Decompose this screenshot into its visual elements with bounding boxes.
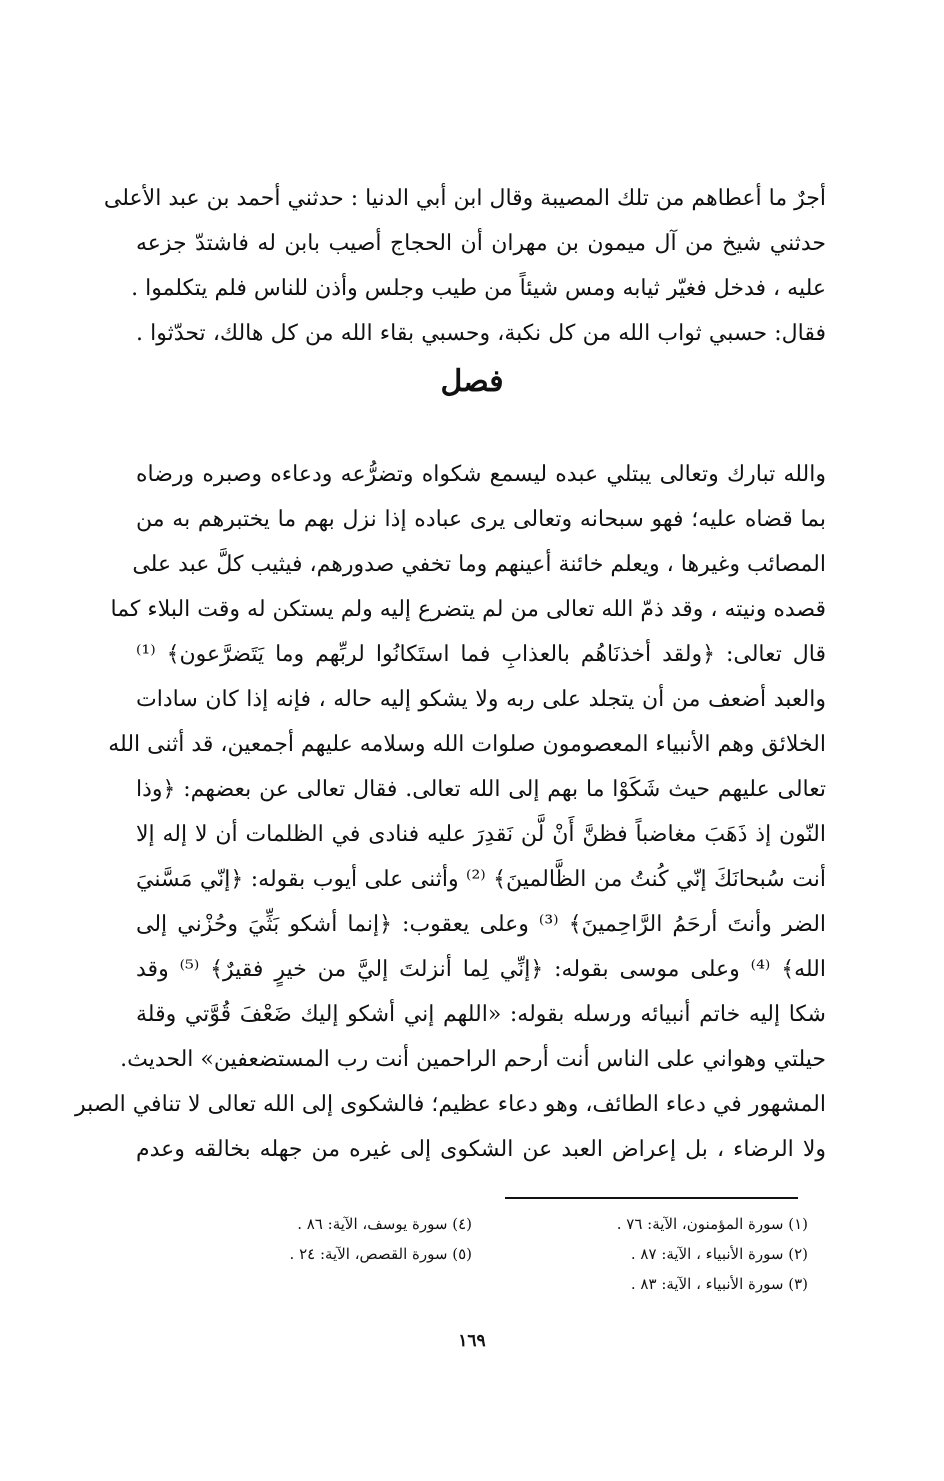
footnote-item: (١) سورة المؤمنون، الآية: ٧٦ . <box>616 1215 808 1233</box>
text-line: أجرٌ ما أعطاهم من تلك المصيبة وقال ابن أبي الدنيا : حدثني أحمد بن عبد الأعلى <box>103 186 826 211</box>
text-line: والله تبارك وتعالى يبتلي عبده ليسمع شكواه وتضرُّعه ودعاءه وصبره ورضاه <box>136 462 826 487</box>
text-line: الضر وأنتَ أرحَمُ الرَّاحِمينَ﴾ ⁽³⁾ وعلى يعقوب: ﴿إنما أشكو بَثِّيَ وحُزْني إلى <box>136 912 827 937</box>
footnotes-column-2 <box>290 1209 472 1269</box>
text-line: ولا الرضاء ، بل إعراض العبد عن الشكوى إلى غيره من جهله بخالقه وعدم <box>136 1137 826 1162</box>
text-line: فقال: حسبي ثواب الله من كل نكبة، وحسبي بقاء الله من كل هالك، تحدّثوا . <box>136 321 827 346</box>
text-line: المصائب وغيرها ، ويعلم خائنة أعينهم وما تخفي صدورهم، فيثيب كلَّ عبد على <box>132 552 826 577</box>
footnote-divider <box>505 1197 798 1199</box>
text-line: قال تعالى: ﴿ولقد أخذنَاهُم بالعذابِ فما استَكانُوا لربِّهم وما يَتَضرَّعون﴾ ⁽¹⁾ <box>136 642 826 667</box>
footnote-item: (٢) سورة الأنبياء ، الآية: ٨٧ . <box>630 1245 808 1263</box>
page-number: ١٦٩ <box>458 1331 486 1351</box>
text-line: المشهور في دعاء الطائف، وهو دعاء عظيم؛ فالشكوى إلى الله تعالى لا تنافي الصبر <box>75 1092 826 1117</box>
text-line: قصده ونيته ، وقد ذمّ الله تعالى من لم يتضرع إليه ولم يستكن له وقت البلاء كما <box>110 597 826 622</box>
text-line: شكا إليه خاتم أنبيائه ورسله بقوله: «اللهم إني أشكو إليك ضَعْفَ قُوَّتي وقلة <box>136 1002 826 1027</box>
text-line: النّون إذ ذَهَبَ مغاضباً فظنَّ أَنْ لَّن نَقدِرَ عليه فنادى في الظلمات أن لا إله إلا <box>136 822 826 847</box>
paragraph-2 <box>75 452 827 1172</box>
footnote-item: (٤) سورة يوسف، الآية: ٨٦ . <box>297 1215 472 1233</box>
footnotes-column-1 <box>617 1209 808 1299</box>
text-line: حيلتي وهواني على الناس أنت أرحم الراحمين أنت رب المستضعفين» الحديث. <box>120 1047 826 1072</box>
footnote-item: (٥) سورة القصص، الآية: ٢٤ . <box>289 1245 472 1263</box>
text-line: تعالى عليهم حيث شَكَوْا ما بهم إلى الله تعالى. فقال تعالى عن بعضهم: ﴿وذا <box>136 777 826 802</box>
text-line: الله﴾ ⁽⁴⁾ وعلى موسى بقوله: ﴿إنِّي لِما أنزلتَ إليَّ من خيرٍ فقيرٌ﴾ ⁽⁵⁾ وقد <box>136 957 826 982</box>
footnote-item: (٣) سورة الأنبياء ، الآية: ٨٣ . <box>630 1275 808 1293</box>
text-line: أنت سُبحانَكَ إنّي كُنتُ من الظَّالمينَ﴾ ⁽²⁾ وأثنى على أيوب بقوله: ﴿إنّي مَسَّنيَ <box>136 867 826 892</box>
text-line: بما قضاه عليه؛ فهو سبحانه وتعالى يرى عباده إذا نزل بهم ما يختبرهم به من <box>136 507 826 532</box>
text-line: والعبد أضعف من أن يتجلد على ربه ولا يشكو إليه حاله ، فإنه إذا كان سادات <box>136 687 826 712</box>
text-line: حدثني شيخ من آل ميمون بن مهران أن الحجاج أصيب بابن له فاشتدّ جزعه <box>136 231 826 256</box>
section-heading: فصل <box>440 364 504 399</box>
text-line: عليه ، فدخل فغيّر ثيابه ومس شيئاً من طيب وجلس وأذن للناس فلم يتكلموا . <box>131 276 826 301</box>
text-line: الخلائق وهم الأنبياء المعصومون صلوات الله وسلامه عليهم أجمعين، قد أثنى الله <box>108 732 826 757</box>
paragraph-1 <box>103 176 827 356</box>
